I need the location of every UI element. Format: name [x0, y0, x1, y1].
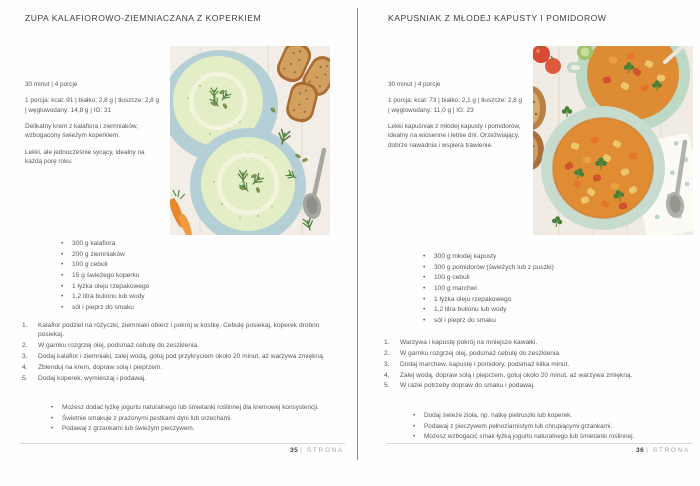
description-paragraph: Delikatny krem z kalafiora i ziemniaków, wzbogacony świeżym koperkiem. — [25, 122, 138, 140]
steps-list — [400, 338, 696, 392]
recipe-info — [388, 80, 525, 157]
ingredient-item: • 1,2 litra bulionu lub wody — [434, 305, 644, 316]
recipe-description — [388, 122, 525, 151]
tips-list — [424, 411, 696, 443]
ingredients-list — [434, 252, 644, 327]
steps-list — [38, 321, 338, 385]
page-footer — [636, 447, 690, 454]
ingredient-item: • 100 g cebuli — [434, 273, 644, 284]
tip-item: • Dodaj świeże zioła, np. natkę pietruszki lub koperek. — [424, 411, 696, 421]
description-paragraph: Lekki, ale jednocześnie sycący, idealny na każdą porę roku. — [25, 148, 145, 166]
nutrition-info: 1 porcja: kcal: 91 | białko: 2,8 g | tłuszcze: 2,8 g | węglowodany: 14,8 g | IG: 31 — [25, 97, 160, 114]
page-number: 35 — [290, 447, 299, 454]
recipe-description — [25, 122, 162, 167]
step-item: Dodaj marchew, kapustę i pomidory, podsmaż kilka minut. — [400, 360, 570, 368]
time-servings: 30 minut | 4 porcje — [388, 81, 441, 88]
recipe-title: ZUPA KALAFIOROWO-ZIEMNIACZANA Z KOPERKIEM — [25, 13, 262, 23]
recipe-info — [25, 80, 162, 173]
step-item: Dodaj koperek, wymieszaj i podawaj. — [38, 374, 147, 382]
tip-item: • Podawaj z pieczywem pełnoziarnistym lub chrupiącymi grzankami. — [424, 422, 696, 432]
recipe-title: KAPUSNIAK Z MŁODEJ KAPUSTY I POMIDOROW — [388, 13, 607, 23]
step-item: Warzywa i kapustę pokrój na mniejsze kawałki. — [400, 339, 538, 346]
step-item: W garnku rozgrzej olej, podsmaż cebulę do zeszklenia. — [38, 342, 199, 350]
ingredient-item: • 15 g świeżego koperku — [72, 271, 262, 282]
ingredient-item: • sól i pieprz do smaku — [72, 303, 262, 314]
ingredient-item: • sól i pieprz do smaku — [434, 316, 644, 327]
description-paragraph: Lekki kapuśniak z młodej kapusty i pomidorów, idealny na wiosenne i letnie dni. Orzeźwiający, dobrze nawadnia i wspiera trawienie. — [388, 122, 521, 150]
page-footer — [290, 447, 344, 454]
step-item: Kalafior podziel na różyczki, ziemniaki obierz i pokrój w kostkę. Cebulę posiekaj, koperek drobno posiekaj. — [38, 322, 320, 339]
tips-list — [62, 403, 354, 435]
step-item: W razie potrzeby dopraw do smaku i podawaj. — [400, 382, 535, 390]
tip-item: • Świetnie smakuje z prażonymi pestkami dyni lub orzechami. — [62, 414, 354, 424]
tip-item: • Podawaj z grzankami lub świeżym pieczywem. — [62, 424, 354, 434]
step-item: Dodaj kalafior i ziemniaki, zalej wodą, gotuj pod przykryciem około 20 minut, aż warzywa zmiękną. — [38, 353, 325, 361]
ingredient-item: • 300 g kalafiora — [72, 239, 262, 250]
time-servings: 30 minut | 4 porcje — [25, 81, 78, 88]
step-item: Zblenduj na krem, dopraw solą i pieprzem. — [38, 363, 163, 371]
ingredients-list — [72, 239, 262, 314]
cabbage-tomato-soup-photo — [533, 46, 693, 235]
tip-item: • Możesz wzbogacić smak łyżką jogurtu naturalnego lub śmietanki roślinnej. — [424, 432, 696, 442]
ingredient-item: • 300 g młodej kapusty — [434, 252, 644, 263]
step-item: W garnku rozgrzej olej, podsmaż cebulę do zeszklenia. — [400, 349, 561, 357]
ingredient-item: • 200 g ziemniaków — [72, 250, 262, 261]
step-item: Zalej wodą, dopraw solą i pieprzem, gotuj około 20 minut, aż warzywa zmiękną. — [400, 371, 633, 379]
ingredient-item: • 100 g cebuli — [72, 260, 262, 271]
page-right — [358, 0, 700, 486]
ingredient-item: • 1 łyżka oleju rzepakowego — [72, 282, 262, 293]
page-footer-label: | STRONA — [646, 447, 690, 454]
page-number: 36 — [636, 447, 645, 454]
ingredient-item: • 1,2 litra bulionu lub wody — [72, 292, 262, 303]
footer-rule — [20, 443, 345, 444]
ingredient-item: • 1 łyżka oleju rzepakowego — [434, 295, 644, 306]
soup-bowl — [541, 106, 665, 230]
footer-rule — [386, 443, 692, 444]
ingredient-item: • 300 g pomidorów (świeżych lub z puszki) — [434, 263, 644, 274]
cauliflower-soup-photo — [170, 46, 330, 235]
ingredient-item: • 100 g marchwi — [434, 284, 644, 295]
nutrition-info: 1 porcja: kcal: 73 | białko: 2,1 g | tłuszcze: 2,8 g | węglowodany: 11,0 g | IG: 23 — [388, 97, 523, 114]
page-footer-label: | STRONA — [300, 447, 344, 454]
tip-item: • Możesz dodać łyżkę jogurtu naturalnego lub śmietanki roślinnej dla kremowej konsystencji. — [62, 403, 354, 413]
